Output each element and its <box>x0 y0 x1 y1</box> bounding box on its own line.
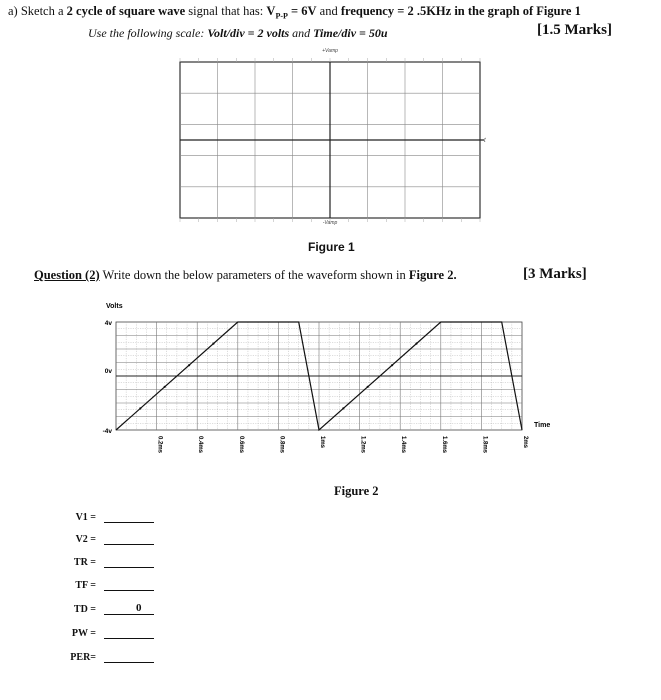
figure2-x-tick-label: 1.2ms <box>359 436 366 454</box>
q2-body: Write down the below parameters of the waveform shown in <box>102 268 406 282</box>
figure2-x-tick-label: 0.2ms <box>156 436 163 454</box>
figure1-caption: Figure 1 <box>308 240 355 254</box>
figure2-caption: Figure 2 <box>334 484 379 498</box>
parameter-answer-blank[interactable] <box>104 567 154 568</box>
scale-time: Time/div = 50u <box>313 26 388 40</box>
question2-text <box>34 268 457 283</box>
figure2-y-title: Volts <box>106 303 123 310</box>
q1-cycles: 2 cycle of square wave <box>66 4 186 18</box>
q2-figure-ref: Figure 2. <box>408 268 457 282</box>
figure2-ramp-point <box>367 386 369 388</box>
figure2-ramp-point <box>415 343 417 345</box>
figure2-x-tick-label: 1.6ms <box>440 436 447 454</box>
figure2-x-title: Time <box>534 422 551 429</box>
parameter-answer-blank[interactable] <box>104 522 154 523</box>
figure2-x-tick-label: 1ms <box>319 436 325 449</box>
figure1-gridlines <box>180 58 484 222</box>
figure1-bottom-label: -Vamp <box>322 220 338 226</box>
parameter-label: TF = <box>75 580 96 591</box>
scale-instruction <box>88 26 388 41</box>
scale-and: and <box>292 26 311 40</box>
parameter-answer-blank[interactable] <box>104 614 154 615</box>
figure2-x-tick-label: 0.8ms <box>278 436 285 454</box>
q1-vpp-value: = 6V <box>291 4 317 18</box>
figure2-ramp-point <box>139 407 141 409</box>
q2-marks: [3 Marks] <box>523 266 587 282</box>
q1-prefix: a) Sketch a <box>8 4 64 18</box>
parameter-label: TR = <box>73 557 96 568</box>
scale-volt: Volt/div = 2 volts <box>207 26 290 40</box>
figure2-x-tick-label: 1.8ms <box>481 436 488 454</box>
figure1-t-label: t <box>484 138 486 144</box>
figure2-x-tick-label: 1.4ms <box>400 436 407 454</box>
q2-label: Question (2) <box>34 268 100 282</box>
parameter-answer-blank[interactable] <box>104 544 154 545</box>
figure1-grid <box>170 42 490 232</box>
figure2-x-tick-label: 0.6ms <box>237 436 244 454</box>
figure2-y-tick-label: 4v <box>104 320 112 327</box>
figure2-x-tick-labels <box>157 436 528 454</box>
figure2-y-tick-label: 0v <box>104 368 112 375</box>
figure2-y-tick-labels <box>103 320 113 435</box>
scale-prefix: Use the following scale: <box>88 26 205 40</box>
figure2-chart <box>90 296 570 476</box>
parameter-label: TD = <box>73 604 96 615</box>
q1-marks: [1.5 Marks] <box>537 22 612 38</box>
figure2-ramp-point <box>391 364 393 366</box>
figure2-ramp-point <box>212 343 214 345</box>
figure1-top-label: +Vamp <box>322 48 338 54</box>
q1-vpp-symbol: V <box>266 4 276 18</box>
parameter-label: PER= <box>70 652 96 663</box>
q1-mid: signal that has: <box>188 4 264 18</box>
q1-vpp-subscript: P-P <box>275 11 288 21</box>
q1-frequency: frequency = 2 .5KHz in the graph of Figure 1 <box>340 4 581 18</box>
figure2-ramp-point <box>342 407 344 409</box>
parameter-label: V1 = <box>75 512 96 523</box>
parameter-answer-value: 0 <box>136 602 142 614</box>
figure2-ramp-point <box>188 364 190 366</box>
parameter-answer-blank[interactable] <box>104 590 154 591</box>
q1-and: and <box>319 4 338 18</box>
figure2-x-tick-label: 0.4ms <box>197 436 204 454</box>
question1-text <box>8 4 581 21</box>
parameter-answer-blank[interactable] <box>104 662 154 663</box>
figure2-y-tick-label: -4v <box>102 428 112 435</box>
figure2-x-tick-label: 2ms <box>522 436 528 449</box>
parameter-label: V2 = <box>75 534 96 545</box>
parameter-answer-blank[interactable] <box>104 638 154 639</box>
parameter-label: PW = <box>71 628 96 639</box>
figure2-ramp-point <box>164 386 166 388</box>
